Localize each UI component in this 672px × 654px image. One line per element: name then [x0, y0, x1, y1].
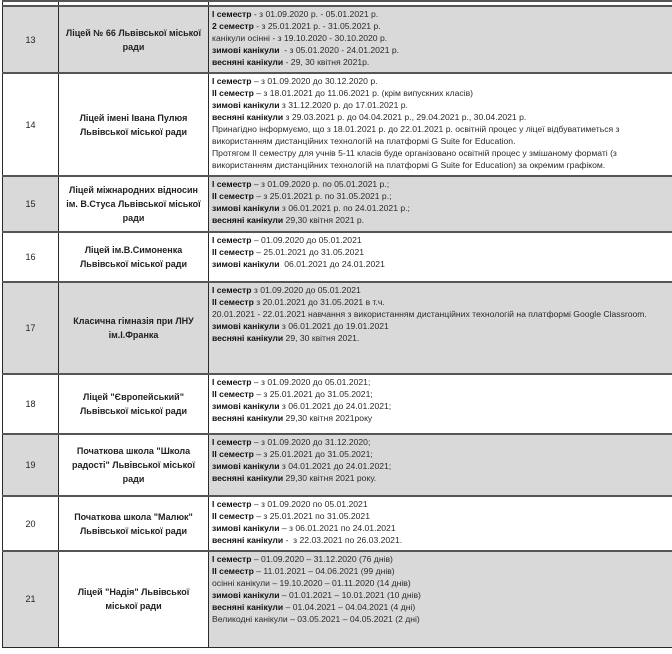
- period-dates: - з 25.01.2021 р. - 31.05.2021 р.: [253, 21, 381, 31]
- table-row: [3, 374, 672, 434]
- schedule-line: [212, 510, 670, 522]
- schedule-dates: [209, 73, 672, 176]
- period-dates: – з 01.09.2020 по 05.01.2021: [251, 499, 368, 509]
- period-dates: 20.01.2021 - 22.01.2021 навчання з використанням дистанційних технологій на платформі Google Classroom.: [212, 309, 647, 319]
- period-dates: – 01.01.2021 – 10.01.2021 (10 днів): [279, 590, 421, 600]
- table-row: [3, 496, 672, 551]
- period-label: ІІ семестр: [212, 566, 254, 576]
- schedule-line: [212, 577, 670, 589]
- period-label: ІІ семестр: [212, 389, 254, 399]
- schedule-line: [212, 56, 670, 68]
- period-dates: – з 25.01.2021 до 31.05.2021;: [253, 449, 373, 459]
- schedule-line: [212, 44, 670, 56]
- period-label: весняні канікули: [212, 473, 284, 483]
- row-number: 17: [3, 282, 59, 374]
- schedule-line: [212, 99, 670, 111]
- period-label: І семестр: [212, 285, 252, 295]
- school-name: Класична гімназія при ЛНУ ім.І.Франка: [59, 282, 209, 374]
- schedule-line: [212, 75, 670, 87]
- period-label: зимові канікули: [212, 259, 280, 269]
- school-name: Ліцей ім.В.Симоненка Львівської міської ради: [59, 232, 209, 282]
- period-dates: 29,30 квітня 2021 року.: [283, 473, 377, 483]
- school-name: Ліцей міжнародних відносин ім. В.Стуса Львівської міської ради: [59, 176, 209, 232]
- period-dates: - з 01.09.2020 р. - 05.01.2021 р.: [251, 9, 379, 19]
- period-label: ІІ семестр: [212, 88, 254, 98]
- period-dates: 29,30 квітня 2021року: [283, 413, 373, 423]
- school-name: Початкова школа "Школа радості" Львівської міської ради: [59, 434, 209, 496]
- table-row: [3, 73, 672, 176]
- period-dates: з 04.01.2021 до 24.01.2021;: [279, 461, 392, 471]
- school-name: Початкова школа "Малюк" Львівської міської ради: [59, 496, 209, 551]
- period-dates: - з 05.01.2020 - 24.01.2021 р.: [279, 45, 400, 55]
- period-dates: з 29.03.2021 р. до 04.04.2021 р., 29.04.2021 р., 30.04.2021 р.: [283, 112, 527, 122]
- table-row: [3, 434, 672, 496]
- schedule-line: [212, 613, 670, 625]
- schedule-line: [212, 522, 670, 534]
- period-dates: – 01.09.2020 до 05.01.2021: [251, 235, 362, 245]
- period-label: ІІ семестр: [212, 449, 254, 459]
- schedule-line: [212, 123, 670, 147]
- period-dates: – з 25.01.2021 р. по 31.05.2021 р.;: [253, 191, 392, 201]
- schedule-line: [212, 412, 670, 424]
- schedule-line: [212, 448, 670, 460]
- period-label: ІІ семестр: [212, 247, 254, 257]
- schedule-line: [212, 111, 670, 123]
- schedule-dates: [209, 176, 672, 232]
- period-dates: осінні канікули – 19.10.2020 – 01.11.2020 (14 днів): [212, 578, 411, 588]
- schedule-line: [212, 553, 670, 565]
- schedule-line: [212, 284, 670, 296]
- period-dates: з 06.01.2021 до 24.01.2021;: [279, 401, 392, 411]
- schedule-line: [212, 436, 670, 448]
- period-label: зимові канікули: [212, 203, 280, 213]
- schedule-dates: [209, 282, 672, 374]
- period-dates: з 01.09.2020 до 05.01.2021: [251, 285, 361, 295]
- period-label: зимові канікули: [212, 401, 280, 411]
- period-dates: – 01.04.2021 – 04.04.2021 (4 дні): [283, 602, 416, 612]
- school-schedule-table: [2, 0, 672, 648]
- schedule-line: [212, 190, 670, 202]
- schedule-line: [212, 388, 670, 400]
- period-label: І семестр: [212, 76, 252, 86]
- period-dates: - з 22.03.2021 по 26.03.2021.: [283, 535, 403, 545]
- schedule-line: [212, 320, 670, 332]
- table-row: [3, 232, 672, 282]
- schedule-line: [212, 498, 670, 510]
- period-dates: Принагідно інформуємо, що з 18.01.2021 р. до 22.01.2021 р. освітній процес у ліцеї відбуватиметься з використанням дистанційних технологій на платформі G Suite for Education.: [212, 124, 622, 146]
- schedule-line: [212, 565, 670, 577]
- period-label: весняні канікули: [212, 535, 284, 545]
- period-label: зимові канікули: [212, 590, 280, 600]
- row-number: 18: [3, 374, 59, 434]
- period-label: ІІ семестр: [212, 297, 254, 307]
- period-label: зимові канікули: [212, 321, 280, 331]
- schedule-line: [212, 32, 670, 44]
- schedule-line: [212, 589, 670, 601]
- period-label: ІІ семестр: [212, 511, 254, 521]
- period-label: весняні канікули: [212, 602, 284, 612]
- period-dates: – з 01.09.2020 до 31.12.2020;: [251, 437, 371, 447]
- period-label: І семестр: [212, 554, 252, 564]
- period-dates: з 06.01.2021 р. по 24.01.2021 р.;: [279, 203, 410, 213]
- period-dates: з 06.01.2021 до 19.01.2021: [279, 321, 389, 331]
- period-dates: 29,30 квітня 2021 р.: [283, 215, 365, 225]
- schedule-line: [212, 296, 670, 308]
- period-label: зимові канікули: [212, 461, 280, 471]
- schedule-line: [212, 472, 670, 484]
- row-number: 13: [3, 6, 59, 73]
- period-label: І семестр: [212, 499, 252, 509]
- period-label: зимові канікули: [212, 45, 280, 55]
- schedule-line: [212, 147, 670, 171]
- schedule-line: [212, 178, 670, 190]
- period-dates: 29, 30 квітня 2021.: [283, 333, 360, 343]
- row-number: 19: [3, 434, 59, 496]
- period-dates: Протягом ІІ семестру для учнів 5-11 класів буде організовано освітній процес у змішаному форматі (з використанням дистанційних технологій на платформі G Suite for Education) за окремим графіком.: [212, 148, 620, 170]
- school-name: Ліцей "Надія" Львівської міської ради: [59, 551, 209, 647]
- schedule-line: [212, 460, 670, 472]
- row-number: 20: [3, 496, 59, 551]
- period-dates: з 20.01.2021 до 31.05.2021 в т.ч.: [253, 297, 385, 307]
- schedule-line: [212, 87, 670, 99]
- period-label: І семестр: [212, 377, 252, 387]
- row-number: 16: [3, 232, 59, 282]
- schedule-table-body: [3, 1, 672, 647]
- schedule-dates: [209, 232, 672, 282]
- schedule-dates: [209, 496, 672, 551]
- table-row: [3, 6, 672, 73]
- row-number: 15: [3, 176, 59, 232]
- schedule-line: [212, 400, 670, 412]
- period-label: весняні канікули: [212, 413, 284, 423]
- period-dates: Великодні канікули – 03.05.2021 – 04.05.2021 (2 дні): [212, 614, 420, 624]
- schedule-dates: [209, 434, 672, 496]
- table-row: [3, 176, 672, 232]
- period-dates: канікули осінні - з 19.10.2020 - 30.10.2020 р.: [212, 33, 388, 43]
- school-name: Ліцей імені Івана Пулюя Львівської міської ради: [59, 73, 209, 176]
- schedule-line: [212, 534, 670, 546]
- period-dates: – з 01.09.2020 до 30.12.2020 р.: [251, 76, 378, 86]
- row-number: 21: [3, 551, 59, 647]
- period-label: І семестр: [212, 437, 252, 447]
- schedule-line: [212, 214, 670, 226]
- period-dates: з 31.12.2020 р. до 17.01.2021 р.: [279, 100, 408, 110]
- schedule-line: [212, 332, 670, 344]
- schedule-dates: [209, 374, 672, 434]
- period-label: 2 семестр: [212, 21, 254, 31]
- table-row: [3, 282, 672, 374]
- school-name: Ліцей № 66 Львівської міської ради: [59, 6, 209, 73]
- period-label: весняні канікули: [212, 57, 284, 67]
- period-label: весняні канікули: [212, 215, 284, 225]
- schedule-line: [212, 376, 670, 388]
- period-dates: - 29, 30 квітня 2021р.: [283, 57, 370, 67]
- schedule-line: [212, 234, 670, 246]
- period-dates: 06.01.2021 до 24.01.2021: [279, 259, 385, 269]
- row-number: 14: [3, 73, 59, 176]
- period-dates: – з 18.01.2021 до 11.06.2021 р. (крім випускних класів): [253, 88, 474, 98]
- period-label: зимові канікули: [212, 100, 280, 110]
- school-name: Ліцей "Європейський" Львівської міської ради: [59, 374, 209, 434]
- schedule-line: [212, 8, 670, 20]
- period-label: весняні канікули: [212, 333, 284, 343]
- schedule-dates: [209, 551, 672, 647]
- schedule-line: [212, 258, 670, 270]
- period-label: весняні канікули: [212, 112, 284, 122]
- period-dates: – 25.01.2021 до 31.05.2021: [253, 247, 365, 257]
- period-label: І семестр: [212, 179, 252, 189]
- period-label: ІІ семестр: [212, 191, 254, 201]
- period-dates: – з 06.01.2021 по 24.01.2021: [279, 523, 396, 533]
- period-dates: – 11.01.2021 – 04.06.2021 (99 днів): [253, 566, 395, 576]
- schedule-line: [212, 246, 670, 258]
- schedule-dates: [209, 6, 672, 73]
- period-label: зимові канікули: [212, 523, 280, 533]
- schedule-line: [212, 308, 670, 320]
- schedule-line: [212, 202, 670, 214]
- period-dates: – з 01.09.2020 до 05.01.2021;: [251, 377, 371, 387]
- period-label: І семестр: [212, 235, 252, 245]
- period-dates: – з 25.01.2021 до 31.05.2021;: [253, 389, 373, 399]
- period-dates: – з 01.09.2020 р. по 05.01.2021 р.;: [251, 179, 390, 189]
- period-label: І семестр: [212, 9, 252, 19]
- table-row: [3, 551, 672, 647]
- schedule-line: [212, 20, 670, 32]
- period-dates: – з 25.01.2021 по 31.05.2021: [253, 511, 370, 521]
- period-dates: – 01.09.2020 – 31.12.2020 (76 днів): [251, 554, 393, 564]
- schedule-line: [212, 601, 670, 613]
